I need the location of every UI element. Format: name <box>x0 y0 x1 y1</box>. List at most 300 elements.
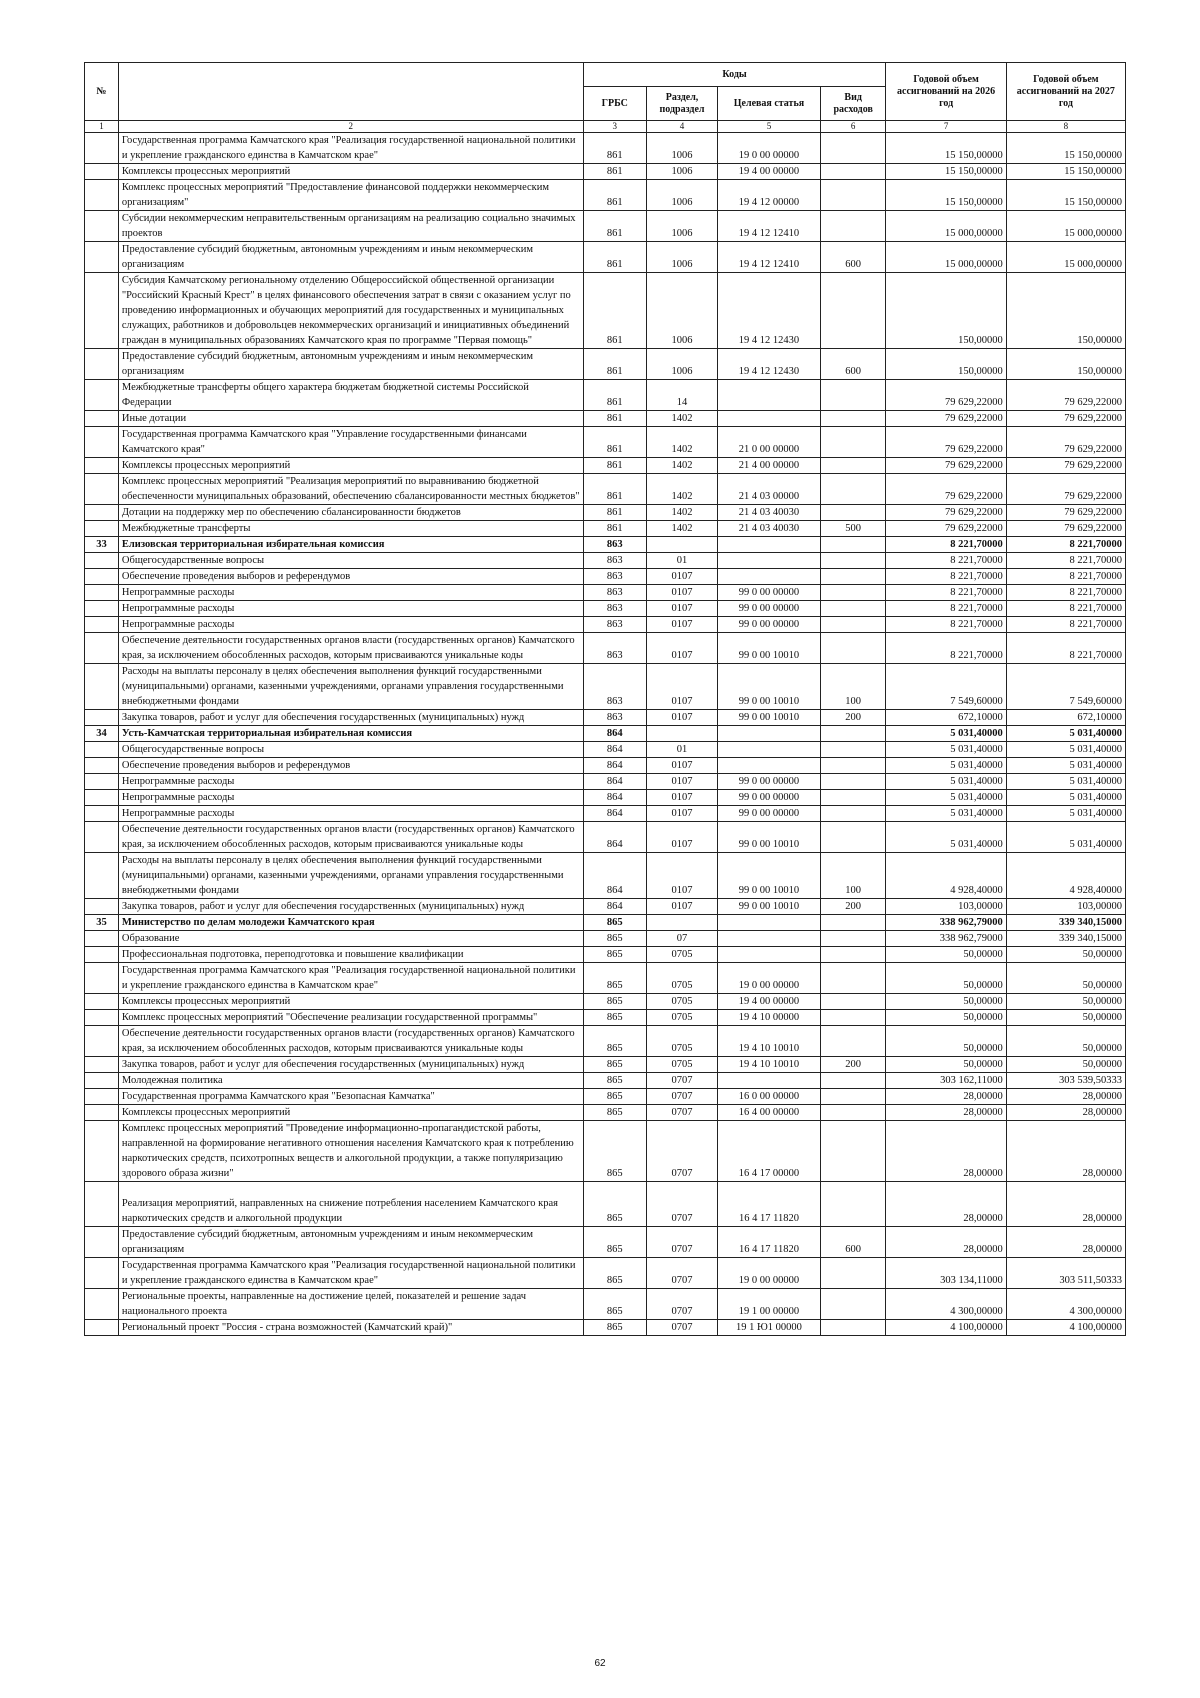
row-razdel: 0707 <box>647 1227 718 1258</box>
row-csr: 19 4 10 10010 <box>718 1057 821 1073</box>
row-csr: 99 0 00 00000 <box>718 790 821 806</box>
table-row <box>85 1227 1126 1258</box>
table-row <box>85 1105 1126 1121</box>
row-grbs: 861 <box>583 505 646 521</box>
table-row <box>85 427 1126 458</box>
row-number <box>85 349 119 380</box>
header-vol-2026: Годовой объем ассигнований на 2026 год <box>886 63 1006 121</box>
header-vol-2027: Годовой объем ассигнований на 2027 год <box>1006 63 1125 121</box>
row-name: Непрограммные расходы <box>118 790 583 806</box>
table-row <box>85 553 1126 569</box>
row-vr <box>820 133 886 164</box>
row-vr <box>820 411 886 427</box>
row-number <box>85 242 119 273</box>
row-vr: 100 <box>820 853 886 899</box>
row-name: Межбюджетные трансферты <box>118 521 583 537</box>
row-number <box>85 664 119 710</box>
row-vr <box>820 1010 886 1026</box>
table-row <box>85 899 1126 915</box>
row-number <box>85 963 119 994</box>
row-csr: 16 0 00 00000 <box>718 1089 821 1105</box>
row-name: Комплексы процессных мероприятий <box>118 458 583 474</box>
row-razdel: 1402 <box>647 521 718 537</box>
row-number <box>85 774 119 790</box>
row-vr <box>820 458 886 474</box>
row-grbs: 865 <box>583 963 646 994</box>
row-csr <box>718 380 821 411</box>
row-vol-2026: 8 221,70000 <box>886 601 1006 617</box>
table-row <box>85 474 1126 505</box>
row-vol-2026: 5 031,40000 <box>886 726 1006 742</box>
row-name: Комплекс процессных мероприятий "Реализация мероприятий по выравниванию бюджетной обеспеченности муниципальных образований, обеспечению сбалансированности местных бюджетов" <box>118 474 583 505</box>
row-name: Обеспечение проведения выборов и референдумов <box>118 569 583 585</box>
row-csr: 99 0 00 00000 <box>718 774 821 790</box>
row-razdel: 1402 <box>647 505 718 521</box>
row-vr <box>820 915 886 931</box>
row-csr: 19 4 00 00000 <box>718 164 821 180</box>
row-name: Иные дотации <box>118 411 583 427</box>
row-vr: 500 <box>820 521 886 537</box>
table-row <box>85 790 1126 806</box>
row-razdel: 0107 <box>647 790 718 806</box>
row-grbs: 865 <box>583 947 646 963</box>
row-csr <box>718 931 821 947</box>
row-number <box>85 380 119 411</box>
row-vol-2026: 4 100,00000 <box>886 1320 1006 1336</box>
row-vol-2027: 672,10000 <box>1006 710 1125 726</box>
row-vol-2026: 303 134,11000 <box>886 1258 1006 1289</box>
row-vol-2027: 28,00000 <box>1006 1089 1125 1105</box>
row-number <box>85 1105 119 1121</box>
row-vr <box>820 211 886 242</box>
row-razdel: 0107 <box>647 633 718 664</box>
row-razdel: 0707 <box>647 1289 718 1320</box>
row-number <box>85 569 119 585</box>
row-razdel: 0705 <box>647 1057 718 1073</box>
row-vol-2027: 8 221,70000 <box>1006 633 1125 664</box>
row-number <box>85 1121 119 1182</box>
row-csr <box>718 758 821 774</box>
row-grbs: 861 <box>583 242 646 273</box>
row-number <box>85 521 119 537</box>
row-csr: 99 0 00 10010 <box>718 853 821 899</box>
row-csr: 21 4 03 00000 <box>718 474 821 505</box>
row-number <box>85 947 119 963</box>
row-grbs: 865 <box>583 1121 646 1182</box>
table-row <box>85 822 1126 853</box>
table-row <box>85 617 1126 633</box>
row-name: Расходы на выплаты персоналу в целях обеспечения выполнения функций государственными (муниципальными) органами, казенными учреждениями, органами управления государственными внебюджетными фондами <box>118 853 583 899</box>
row-vol-2027: 4 300,00000 <box>1006 1289 1125 1320</box>
row-name: Непрограммные расходы <box>118 774 583 790</box>
header-razdel: Раздел, подраздел <box>647 87 718 121</box>
row-razdel: 0707 <box>647 1320 718 1336</box>
row-name: Общегосударственные вопросы <box>118 742 583 758</box>
row-grbs: 864 <box>583 899 646 915</box>
row-number <box>85 806 119 822</box>
row-razdel <box>647 915 718 931</box>
row-grbs: 865 <box>583 1057 646 1073</box>
row-csr: 21 0 00 00000 <box>718 427 821 458</box>
row-vol-2027: 28,00000 <box>1006 1182 1125 1227</box>
row-grbs: 865 <box>583 1073 646 1089</box>
row-csr: 99 0 00 10010 <box>718 899 821 915</box>
row-razdel: 0107 <box>647 806 718 822</box>
row-grbs: 861 <box>583 458 646 474</box>
row-name: Закупка товаров, работ и услуг для обеспечения государственных (муниципальных) нужд <box>118 1057 583 1073</box>
row-vol-2026: 150,00000 <box>886 273 1006 349</box>
row-vol-2027: 8 221,70000 <box>1006 601 1125 617</box>
row-csr <box>718 1073 821 1089</box>
row-grbs: 865 <box>583 1289 646 1320</box>
row-razdel: 0107 <box>647 569 718 585</box>
row-vr <box>820 806 886 822</box>
row-vol-2027: 79 629,22000 <box>1006 380 1125 411</box>
row-vol-2026: 7 549,60000 <box>886 664 1006 710</box>
row-razdel: 0107 <box>647 664 718 710</box>
row-vol-2026: 15 000,00000 <box>886 242 1006 273</box>
row-grbs: 861 <box>583 427 646 458</box>
row-name: Закупка товаров, работ и услуг для обеспечения государственных (муниципальных) нужд <box>118 899 583 915</box>
table-row <box>85 994 1126 1010</box>
row-csr <box>718 947 821 963</box>
table-row <box>85 133 1126 164</box>
row-vol-2027: 339 340,15000 <box>1006 915 1125 931</box>
table-row <box>85 742 1126 758</box>
row-razdel: 0107 <box>647 601 718 617</box>
row-vol-2026: 103,00000 <box>886 899 1006 915</box>
row-vr <box>820 164 886 180</box>
row-vol-2027: 15 000,00000 <box>1006 242 1125 273</box>
row-vol-2027: 15 150,00000 <box>1006 180 1125 211</box>
row-vol-2027: 28,00000 <box>1006 1105 1125 1121</box>
row-number <box>85 1227 119 1258</box>
row-razdel: 1402 <box>647 411 718 427</box>
table-header <box>85 63 1126 133</box>
row-razdel: 0107 <box>647 710 718 726</box>
row-razdel: 0107 <box>647 758 718 774</box>
row-grbs: 863 <box>583 601 646 617</box>
row-grbs: 861 <box>583 180 646 211</box>
row-vr <box>820 774 886 790</box>
row-vr <box>820 427 886 458</box>
row-vol-2026: 8 221,70000 <box>886 585 1006 601</box>
table-row <box>85 664 1126 710</box>
row-vr: 200 <box>820 710 886 726</box>
row-number <box>85 931 119 947</box>
row-name: Комплексы процессных мероприятий <box>118 1105 583 1121</box>
row-vol-2026: 79 629,22000 <box>886 411 1006 427</box>
row-vr <box>820 1121 886 1182</box>
row-vol-2027: 8 221,70000 <box>1006 569 1125 585</box>
row-number <box>85 553 119 569</box>
row-vol-2027: 79 629,22000 <box>1006 427 1125 458</box>
row-csr: 16 4 17 11820 <box>718 1182 821 1227</box>
row-grbs: 865 <box>583 1182 646 1227</box>
row-csr: 19 4 10 00000 <box>718 1010 821 1026</box>
table-row <box>85 380 1126 411</box>
row-vol-2027: 339 340,15000 <box>1006 931 1125 947</box>
row-vol-2026: 5 031,40000 <box>886 790 1006 806</box>
row-csr: 19 4 12 00000 <box>718 180 821 211</box>
row-vol-2027: 50,00000 <box>1006 1057 1125 1073</box>
row-name: Региональные проекты, направленные на достижение целей, показателей и решение задач национального проекта <box>118 1289 583 1320</box>
row-name: Комплекс процессных мероприятий "Проведение информационно-пропагандистской работы, направленной на формирование негативного отношения населения Камчатского края к потреблению наркотических средств, психотропных веществ и алкогольной продукции, а также популяризацию здорового образа жизни" <box>118 1121 583 1182</box>
row-razdel: 1402 <box>647 427 718 458</box>
table-row <box>85 726 1126 742</box>
row-number <box>85 180 119 211</box>
row-csr <box>718 553 821 569</box>
row-razdel: 14 <box>647 380 718 411</box>
row-number <box>85 853 119 899</box>
row-vol-2026: 8 221,70000 <box>886 569 1006 585</box>
row-vol-2027: 15 000,00000 <box>1006 211 1125 242</box>
row-csr: 19 0 00 00000 <box>718 1258 821 1289</box>
row-vr <box>820 947 886 963</box>
column-numbers-row <box>85 121 1126 133</box>
table-row <box>85 1010 1126 1026</box>
row-name: Дотации на поддержку мер по обеспечению сбалансированности бюджетов <box>118 505 583 521</box>
table-row <box>85 1073 1126 1089</box>
header-codes: Коды <box>583 63 886 87</box>
row-grbs: 863 <box>583 553 646 569</box>
row-name: Государственная программа Камчатского края "Безопасная Камчатка" <box>118 1089 583 1105</box>
row-vr: 200 <box>820 1057 886 1073</box>
column-number: 8 <box>1006 121 1125 133</box>
row-csr: 19 0 00 00000 <box>718 963 821 994</box>
row-razdel: 0107 <box>647 774 718 790</box>
row-razdel: 1006 <box>647 242 718 273</box>
row-vol-2027: 5 031,40000 <box>1006 758 1125 774</box>
row-razdel: 0107 <box>647 617 718 633</box>
row-vol-2026: 28,00000 <box>886 1089 1006 1105</box>
row-name: Субсидии некоммерческим неправительственным организациям на реализацию социально значимых проектов <box>118 211 583 242</box>
row-grbs: 861 <box>583 474 646 505</box>
row-name: Комплекс процессных мероприятий "Предоставление финансовой поддержки некоммерческим организациям" <box>118 180 583 211</box>
row-number <box>85 1182 119 1227</box>
row-vol-2026: 50,00000 <box>886 1057 1006 1073</box>
row-razdel: 1006 <box>647 349 718 380</box>
row-name: Непрограммные расходы <box>118 617 583 633</box>
row-vr <box>820 931 886 947</box>
row-vr <box>820 569 886 585</box>
row-number <box>85 427 119 458</box>
row-vol-2027: 28,00000 <box>1006 1121 1125 1182</box>
row-grbs: 865 <box>583 1105 646 1121</box>
column-number: 7 <box>886 121 1006 133</box>
row-vol-2026: 15 150,00000 <box>886 180 1006 211</box>
table-row <box>85 211 1126 242</box>
row-number <box>85 411 119 427</box>
row-vol-2027: 79 629,22000 <box>1006 521 1125 537</box>
row-grbs: 865 <box>583 1320 646 1336</box>
row-name: Предоставление субсидий бюджетным, автономным учреждениям и иным некоммерческим организациям <box>118 242 583 273</box>
row-vr <box>820 553 886 569</box>
table-row <box>85 1089 1126 1105</box>
row-razdel: 0705 <box>647 1010 718 1026</box>
row-number: 33 <box>85 537 119 553</box>
row-vr <box>820 1258 886 1289</box>
row-grbs: 861 <box>583 349 646 380</box>
row-number <box>85 1073 119 1089</box>
row-razdel: 0705 <box>647 963 718 994</box>
row-vol-2027: 79 629,22000 <box>1006 505 1125 521</box>
row-number <box>85 133 119 164</box>
row-csr: 99 0 00 00000 <box>718 601 821 617</box>
row-razdel: 1006 <box>647 273 718 349</box>
table-row <box>85 180 1126 211</box>
row-number <box>85 458 119 474</box>
row-vol-2027: 79 629,22000 <box>1006 474 1125 505</box>
row-name: Профессиональная подготовка, переподготовка и повышение квалификации <box>118 947 583 963</box>
row-csr: 99 0 00 10010 <box>718 664 821 710</box>
row-vr <box>820 180 886 211</box>
row-name: Государственная программа Камчатского края "Управление государственными финансами Камчатского края" <box>118 427 583 458</box>
header-name <box>118 63 583 121</box>
table-row <box>85 1182 1126 1227</box>
row-razdel: 0705 <box>647 947 718 963</box>
row-vol-2027: 150,00000 <box>1006 349 1125 380</box>
row-vol-2027: 15 150,00000 <box>1006 133 1125 164</box>
row-vol-2027: 8 221,70000 <box>1006 553 1125 569</box>
row-name: Государственная программа Камчатского края "Реализация государственной национальной политики и укрепление гражданского единства в Камчатском крае" <box>118 1258 583 1289</box>
row-csr: 19 4 10 10010 <box>718 1026 821 1057</box>
row-number <box>85 710 119 726</box>
row-grbs: 864 <box>583 822 646 853</box>
table-body <box>85 133 1126 1336</box>
row-vr <box>820 1105 886 1121</box>
table-row <box>85 569 1126 585</box>
budget-sheet <box>84 62 1126 1336</box>
row-grbs: 863 <box>583 633 646 664</box>
row-name: Комплексы процессных мероприятий <box>118 994 583 1010</box>
row-grbs: 865 <box>583 1089 646 1105</box>
row-vol-2027: 28,00000 <box>1006 1227 1125 1258</box>
row-vol-2027: 79 629,22000 <box>1006 411 1125 427</box>
table-row <box>85 806 1126 822</box>
row-vr <box>820 1073 886 1089</box>
row-vol-2026: 8 221,70000 <box>886 633 1006 664</box>
row-grbs: 863 <box>583 710 646 726</box>
row-csr: 19 1 Ю1 00000 <box>718 1320 821 1336</box>
row-vr: 100 <box>820 664 886 710</box>
table-row <box>85 758 1126 774</box>
row-vol-2027: 150,00000 <box>1006 273 1125 349</box>
table-row <box>85 242 1126 273</box>
row-grbs: 865 <box>583 1227 646 1258</box>
row-csr: 21 4 03 40030 <box>718 505 821 521</box>
row-grbs: 864 <box>583 806 646 822</box>
row-number <box>85 758 119 774</box>
row-vol-2026: 15 150,00000 <box>886 133 1006 164</box>
row-vr <box>820 1182 886 1227</box>
row-razdel: 1006 <box>647 164 718 180</box>
row-number <box>85 899 119 915</box>
row-number <box>85 1057 119 1073</box>
row-vol-2027: 5 031,40000 <box>1006 790 1125 806</box>
column-number: 2 <box>118 121 583 133</box>
row-razdel: 07 <box>647 931 718 947</box>
table-row <box>85 963 1126 994</box>
row-vr <box>820 1320 886 1336</box>
row-name: Закупка товаров, работ и услуг для обеспечения государственных (муниципальных) нужд <box>118 710 583 726</box>
row-name: Государственная программа Камчатского края "Реализация государственной национальной политики и укрепление гражданского единства в Камчатском крае" <box>118 963 583 994</box>
row-grbs: 864 <box>583 742 646 758</box>
row-name: Реализация мероприятий, направленных на снижение потребления населением Камчатского края наркотических средств и алкогольной продукции <box>118 1182 583 1227</box>
row-csr: 16 4 00 00000 <box>718 1105 821 1121</box>
table-row <box>85 915 1126 931</box>
row-vr <box>820 273 886 349</box>
row-number <box>85 742 119 758</box>
table-row <box>85 411 1126 427</box>
row-vr: 200 <box>820 899 886 915</box>
row-grbs: 864 <box>583 726 646 742</box>
row-razdel: 1402 <box>647 458 718 474</box>
row-vol-2027: 5 031,40000 <box>1006 742 1125 758</box>
row-name: Непрограммные расходы <box>118 806 583 822</box>
table-row <box>85 633 1126 664</box>
table-row <box>85 710 1126 726</box>
page-number: 62 <box>594 1658 606 1669</box>
row-vol-2027: 103,00000 <box>1006 899 1125 915</box>
row-grbs: 861 <box>583 273 646 349</box>
row-vol-2027: 50,00000 <box>1006 994 1125 1010</box>
row-grbs: 865 <box>583 1010 646 1026</box>
row-number <box>85 1089 119 1105</box>
row-vr: 600 <box>820 242 886 273</box>
row-csr: 19 0 00 00000 <box>718 133 821 164</box>
table-row <box>85 931 1126 947</box>
row-csr <box>718 915 821 931</box>
row-grbs: 861 <box>583 211 646 242</box>
row-vol-2027: 303 511,50333 <box>1006 1258 1125 1289</box>
row-vol-2026: 50,00000 <box>886 1010 1006 1026</box>
table-row <box>85 774 1126 790</box>
column-number: 5 <box>718 121 821 133</box>
row-grbs: 865 <box>583 994 646 1010</box>
row-vol-2026: 5 031,40000 <box>886 758 1006 774</box>
row-razdel: 1402 <box>647 474 718 505</box>
row-number <box>85 1320 119 1336</box>
row-vol-2027: 8 221,70000 <box>1006 617 1125 633</box>
row-vol-2026: 5 031,40000 <box>886 742 1006 758</box>
row-vr <box>820 537 886 553</box>
row-csr: 99 0 00 10010 <box>718 633 821 664</box>
row-name: Расходы на выплаты персоналу в целях обеспечения выполнения функций государственными (муниципальными) органами, казенными учреждениями, органами управления государственными внебюджетными фондами <box>118 664 583 710</box>
row-number <box>85 994 119 1010</box>
row-number <box>85 585 119 601</box>
header-csr: Целевая статья <box>718 87 821 121</box>
table-row <box>85 164 1126 180</box>
row-razdel: 1006 <box>647 211 718 242</box>
column-number: 1 <box>85 121 119 133</box>
row-razdel: 1006 <box>647 180 718 211</box>
row-vol-2026: 79 629,22000 <box>886 521 1006 537</box>
row-razdel: 0107 <box>647 899 718 915</box>
row-grbs: 863 <box>583 585 646 601</box>
row-csr: 99 0 00 00000 <box>718 617 821 633</box>
row-vol-2026: 672,10000 <box>886 710 1006 726</box>
row-number <box>85 273 119 349</box>
table-row <box>85 1258 1126 1289</box>
row-csr: 16 4 17 11820 <box>718 1227 821 1258</box>
row-name: Образование <box>118 931 583 947</box>
row-vol-2027: 50,00000 <box>1006 1026 1125 1057</box>
row-vr: 600 <box>820 1227 886 1258</box>
budget-table <box>84 62 1126 1336</box>
row-grbs: 865 <box>583 915 646 931</box>
row-vol-2027: 50,00000 <box>1006 947 1125 963</box>
